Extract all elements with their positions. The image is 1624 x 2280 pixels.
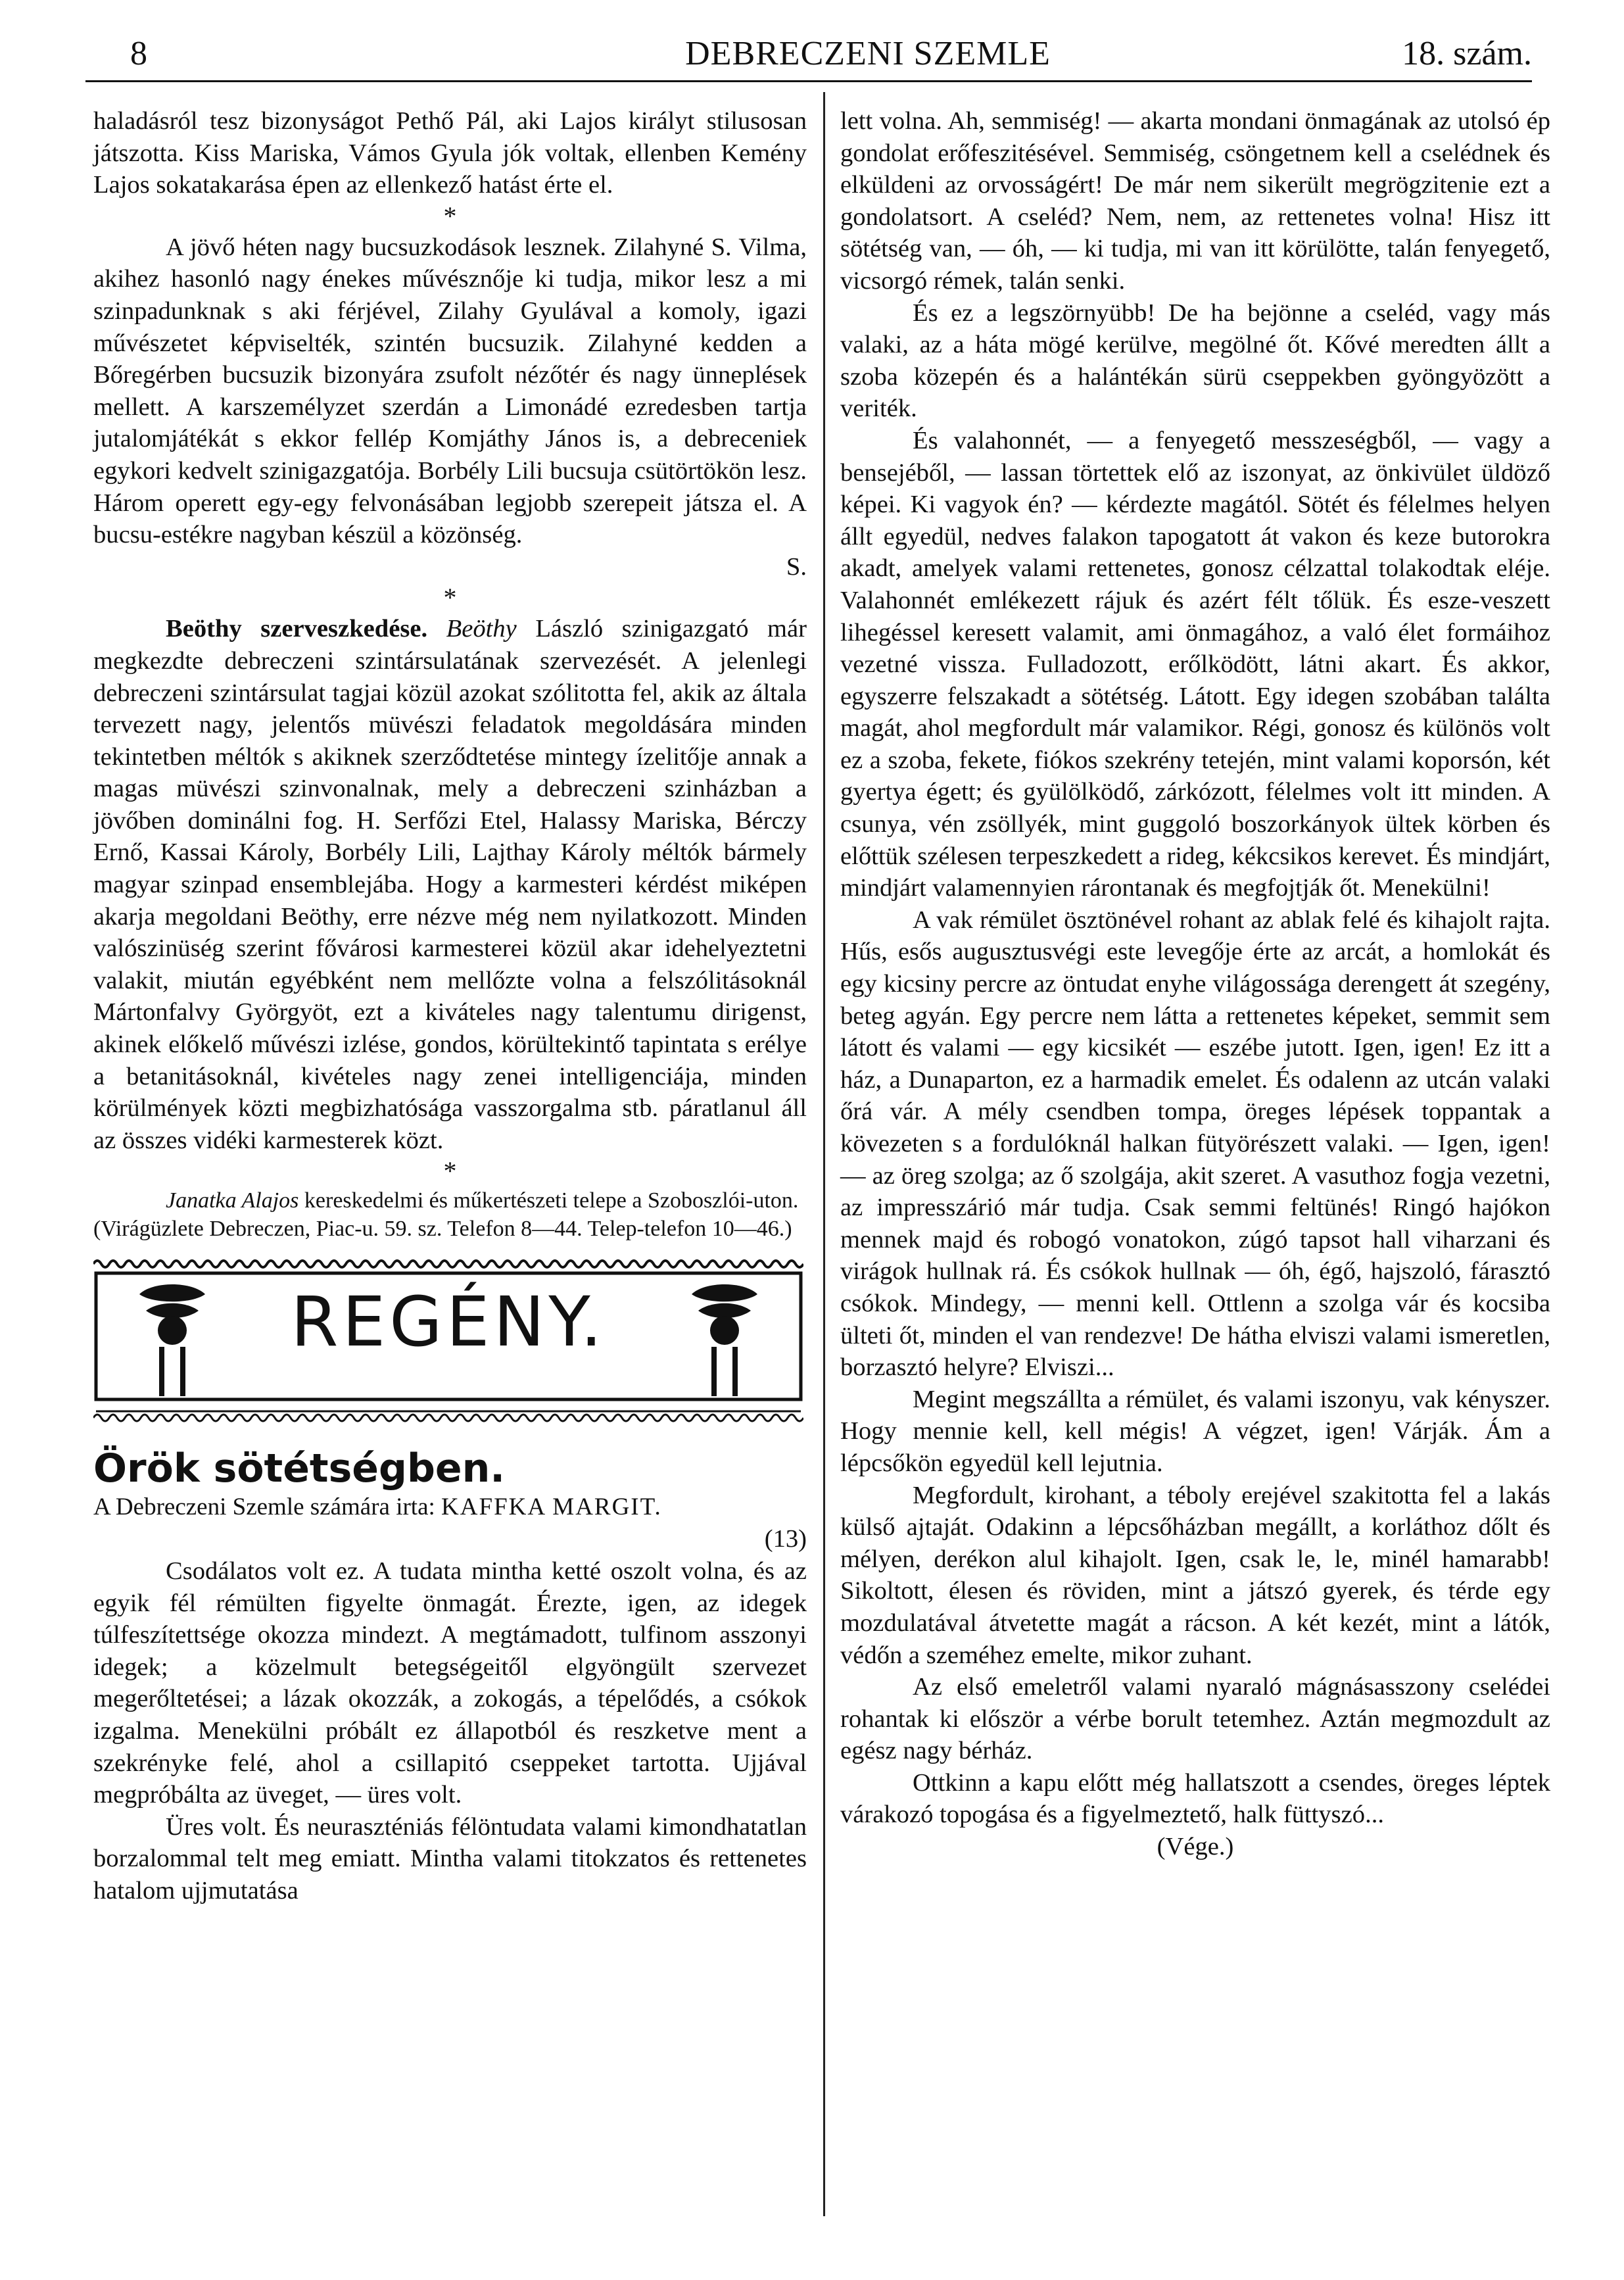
left-column (93, 105, 807, 1907)
advertisement-text: kereskedelmi és műkertészeti telepe a Szoboszlói-uton. (Virágüzlete Debreczen, Piac-u. 59. sz. Telefon 8—44. Telep-telefon 10—46.) (93, 1188, 799, 1242)
novel-paragraph: Ottkinn a kapu előtt még hallatszott a csendes, öreges léptek várakozó topogása és a figyelmeztető, halk füttyszó... (840, 1768, 1550, 1829)
beothy-body: László szinigazgató már megkezdte debreczeni szintársulatának szervezését. A jelenlegi debreczeni szintársulat tagjai közül azokat szólitotta fel, akik az általa tervezett nagy, jelentős müvészi feladatok megoldására minden tekintetben méltók s akiknek szerződtetése mintegy ízelitője annak a magas müvészi szinvonalnak, mely a debreczeni szinházban a jövőben dominálni fog. H. Serfőzi Etel, Halassy Mariska, Bérczy Ernő, Kassai Károly, Borbély Lili, Lajthay Károly méltók bármely magyar szinpad ensemblejába. Hogy a karmesteri kérdést miképen akarja megoldani Beöthy, erre nézve még nem nyilatkozott. Minden valószinüség szerint fővárosi karmesterei közül akar idehelyeztetni valakit, miután egyébként nem mellőzte volna a felszólitásoknál Mártonfalvy Györgyöt, ezt a kiváteles nagy talentumu dirigenst, akinek előkelő művészi izlése, gondos, körültekintő tapintata s erélye a betanitásoknál, kivételes nagy zenei intelligenciája, minden körülmények közti megbizhatósága vasszorgalma stb. páratlanul áll az összes vidéki karmesterek közt. (93, 615, 807, 1154)
journal-title: DEBRECZENI SZEMLE (685, 35, 1051, 72)
left-flower-ornament-icon (139, 1284, 205, 1396)
novel-author: KAFFKA MARGIT. (441, 1493, 662, 1521)
novel-banner (93, 1255, 803, 1426)
header-rule (85, 80, 1532, 82)
theatre-review-end: haladásról tesz bizonyságot Pethő Pál, aki Lajos királyt stilusosan játszotta. Kiss Mariska, Vámos Gyula jók voltak, ellenben Kemény Lajos sokatakarása épen az ellenkező hatást érte el. (93, 107, 807, 199)
separator-star: * (443, 201, 457, 231)
novel-paragraph: És valahonnét, — a fenyegető messzeségből, — vagy a bensejéből, — lassan törtettek elő az iszonyat, az önkivület üldöző képei. Ki vagyok én? — kérdezte magától. Sötét és félelmes helyen állt egyedül, nedves falakon tapogatott át vakon és keze butorokra akadt, amelyek valami rettenetes, gonosz célzattal tolakodtak eléje. Valahonnét emlékezett rájuk és azért félt tőlük. És esze-veszett lihegéssel keresett valamit, ami önmagához, a való élet formáihoz vezetné vissza. Fulladozott, erőlködött, látni akart. És akkor, egyszerre felszakadt a sötétség. Látott. Egy idegen szobában találta magát, ahol megfordult már valamikor. Régi, gonosz és különös volt ez a szoba, fekete, fiókos szekrény tetején, mint valami koporsón, két gyertya égett; és gyülölködő, zárkózott, félelmes volt itt minden. A csunya, vén zsöllyék, mint guggoló boszorkányok ültek körben és előttük szélesen terpeszkedett a rideg, kékcsikos kerevet. És mindjárt, mindjárt valamennyien rárontanak és megfojtják őt. Menekülni! (840, 426, 1550, 902)
author-signature: S. (786, 552, 807, 581)
beothy-heading: Beöthy szerveszkedése. (166, 615, 428, 643)
issue-number: 18. szám. (1402, 35, 1532, 72)
separator-star: * (443, 1156, 457, 1186)
novel-section-label: REGÉNY. (291, 1282, 606, 1363)
novel-paragraph: Megint megszállta a rémület, és valami iszonyu, vak kényszer. Hogy mennie kell, kell mégis! A végzet, igen! Várják. Ám a lépcsőkön egyedül kell lejutnia. (840, 1385, 1550, 1477)
beothy-name: Beöthy (446, 615, 517, 643)
novel-paragraph: Üres volt. És neuraszténiás félöntudata valami kimondhatatlan borzalommal telt meg emiatt. Mintha valami titokzatos és rettenetes hatalom ujjmutatása (93, 1812, 807, 1904)
novel-title: Örök sötétségben. (93, 1445, 506, 1492)
beothy-paragraph (93, 613, 807, 1156)
advertisement (93, 1186, 807, 1243)
novel-paragraph: Megfordult, kirohant, a téboly erejével szakitotta fel a lakás külső ajtaját. Odakinn a lépcsőházban megállt, a korláthoz dőlt és mélyen, derékon alul kihajolt. Igen, csak le, le, minél hamarabb! Sikoltott, élesen és röviden, mint a játszó gyerek, és térde egy mozdulatával átvetette magát a rácson. A két kezét, mint a látók, védőn a szeméhez emelte, mikor zuhant. (840, 1481, 1550, 1669)
page-number: 8 (130, 35, 147, 72)
right-flower-ornament-icon (692, 1284, 757, 1396)
column-rule (823, 92, 825, 2216)
instalment-number: (13) (764, 1525, 807, 1553)
farewell-paragraph: A jövő héten nagy bucsuzkodások lesznek. Zilahyné S. Vilma, akihez hasonló nagy énekes művésznője ki tudja, mikor lesz a mi szinpadunknak s aki férjével, Zilahy Gyulával a komoly, igazi művészetet képviselték, szintén bucsuzik. Zilahyné kedden a Bőregérben bucsuzik bizonyára zsufolt nézőtér és nagy ünneplések mellett. A karszemélyzet szerdán a Limonádé ezredesben tartja jutalomjátékát s ekkor fellép Komjáthy János is, a debreceniek egykori kedvelt szinigazgatója. Borbély Lili bucsuja csütörtökön lesz. Három operett egy-egy felvonásában legjobb szerepeit játsza el. A bucsu-estékre nagyban készül a közönség. (93, 233, 807, 549)
novel-byline: A Debreczeni Szemle számára irta: KAFFKA MARGIT. (93, 1493, 662, 1521)
novel-paragraph: Csodálatos volt ez. A tudata mintha ketté oszolt volna, és az egyik fél rémülten figyelte önmagát. Érezte, igen, az idegek túlfeszítettsége okozza mindezt. A megtámadott, tulfinom asszonyi idegek; a közelmult betegségeitől elgyöngült szervezet megerőltetései; a lázak okozzák, a zokogás, a tépelődés, a csókok izgalma. Menekülni próbált ez állapotból és reszketve ment a szekrényke felé, ahol a csillapitó cseppeket tartotta. Ujjával megpróbálta az üveget, — üres volt. (93, 1557, 807, 1809)
novel-paragraph: lett volna. Ah, semmiség! — akarta mondani önmagának az utolsó ép gondolat erőfeszitésével. Semmiség, csöngetnem kell a cselédnek és elküldeni az orvosságért! De már nem sikerült megrögzitenie ezt a gondolatsort. A cseléd? Nem, nem, az rettenetes volna! Hisz itt sötétség van, — óh, — ki tudja, mi van itt körülötte, talán fenyegető, vicsorgó rémek, talán senki. (840, 107, 1550, 295)
novel-paragraph: A vak rémület ösztönével rohant az ablak felé és kihajolt rajta. Hűs, esős augusztusvégi este levegője érte az arcát, a homlokát és egy kicsiny percre az öntudat enyhe világossága derengett át szegény, beteg agyán. Egy percre nem látta a rettenetes képeket, semmit sem látott és valami — egy kicsikét — eszébe jutott. Igen, igen! Ez itt a ház, a Dunaparton, ez a harmadik emelet. És odalenn az utcán valaki őrá vár. A mély csendben tompa, öreges lépések toppantak a kövezeten s a fordulóknál halkan fütyörészett valaki. — Igen, igen! — az öreg szolga; az ő szolgája, akit szeret. A vasuthoz fogja vezetni, az impresszárió már tudja. Csak semmi feltünés! Ringó hajókon mennek majd és robogó vonatokon, zúgó tapsot hall viharzani és virágok hullnak rá. És csókok hullnak — óh, égő, hajszoló, fárasztó csókok. Mindegy, — menni kell. Ottlenn a szolga vár és kocsiba ülteti őt, minden el van rendezve! De hátha elviszi valami ismeretlen, borzasztó helyre? Elviszi... (840, 906, 1550, 1382)
novel-paragraph: Az első emeletről valami nyaraló mágnásasszony cselédei rohantak ki először a vérbe borult tetemhez. Aztán megmozdult az egész nagy bérház. (840, 1673, 1550, 1765)
separator-star: * (443, 583, 457, 613)
advertiser-name: Janatka Alajos (166, 1188, 299, 1213)
right-column (840, 105, 1550, 1863)
running-header (85, 25, 1532, 78)
novel-paragraph: És ez a legszörnyübb! De ha bejönne a cseléd, vagy más valaki, az a háta mögé kerülve, megölné őt. Kővé meredten állt a szoba közepén és a halántékán sürü cseppekben gyöngyözött a veriték. (840, 299, 1550, 423)
novel-end-mark: (Vége.) (1157, 1833, 1234, 1861)
